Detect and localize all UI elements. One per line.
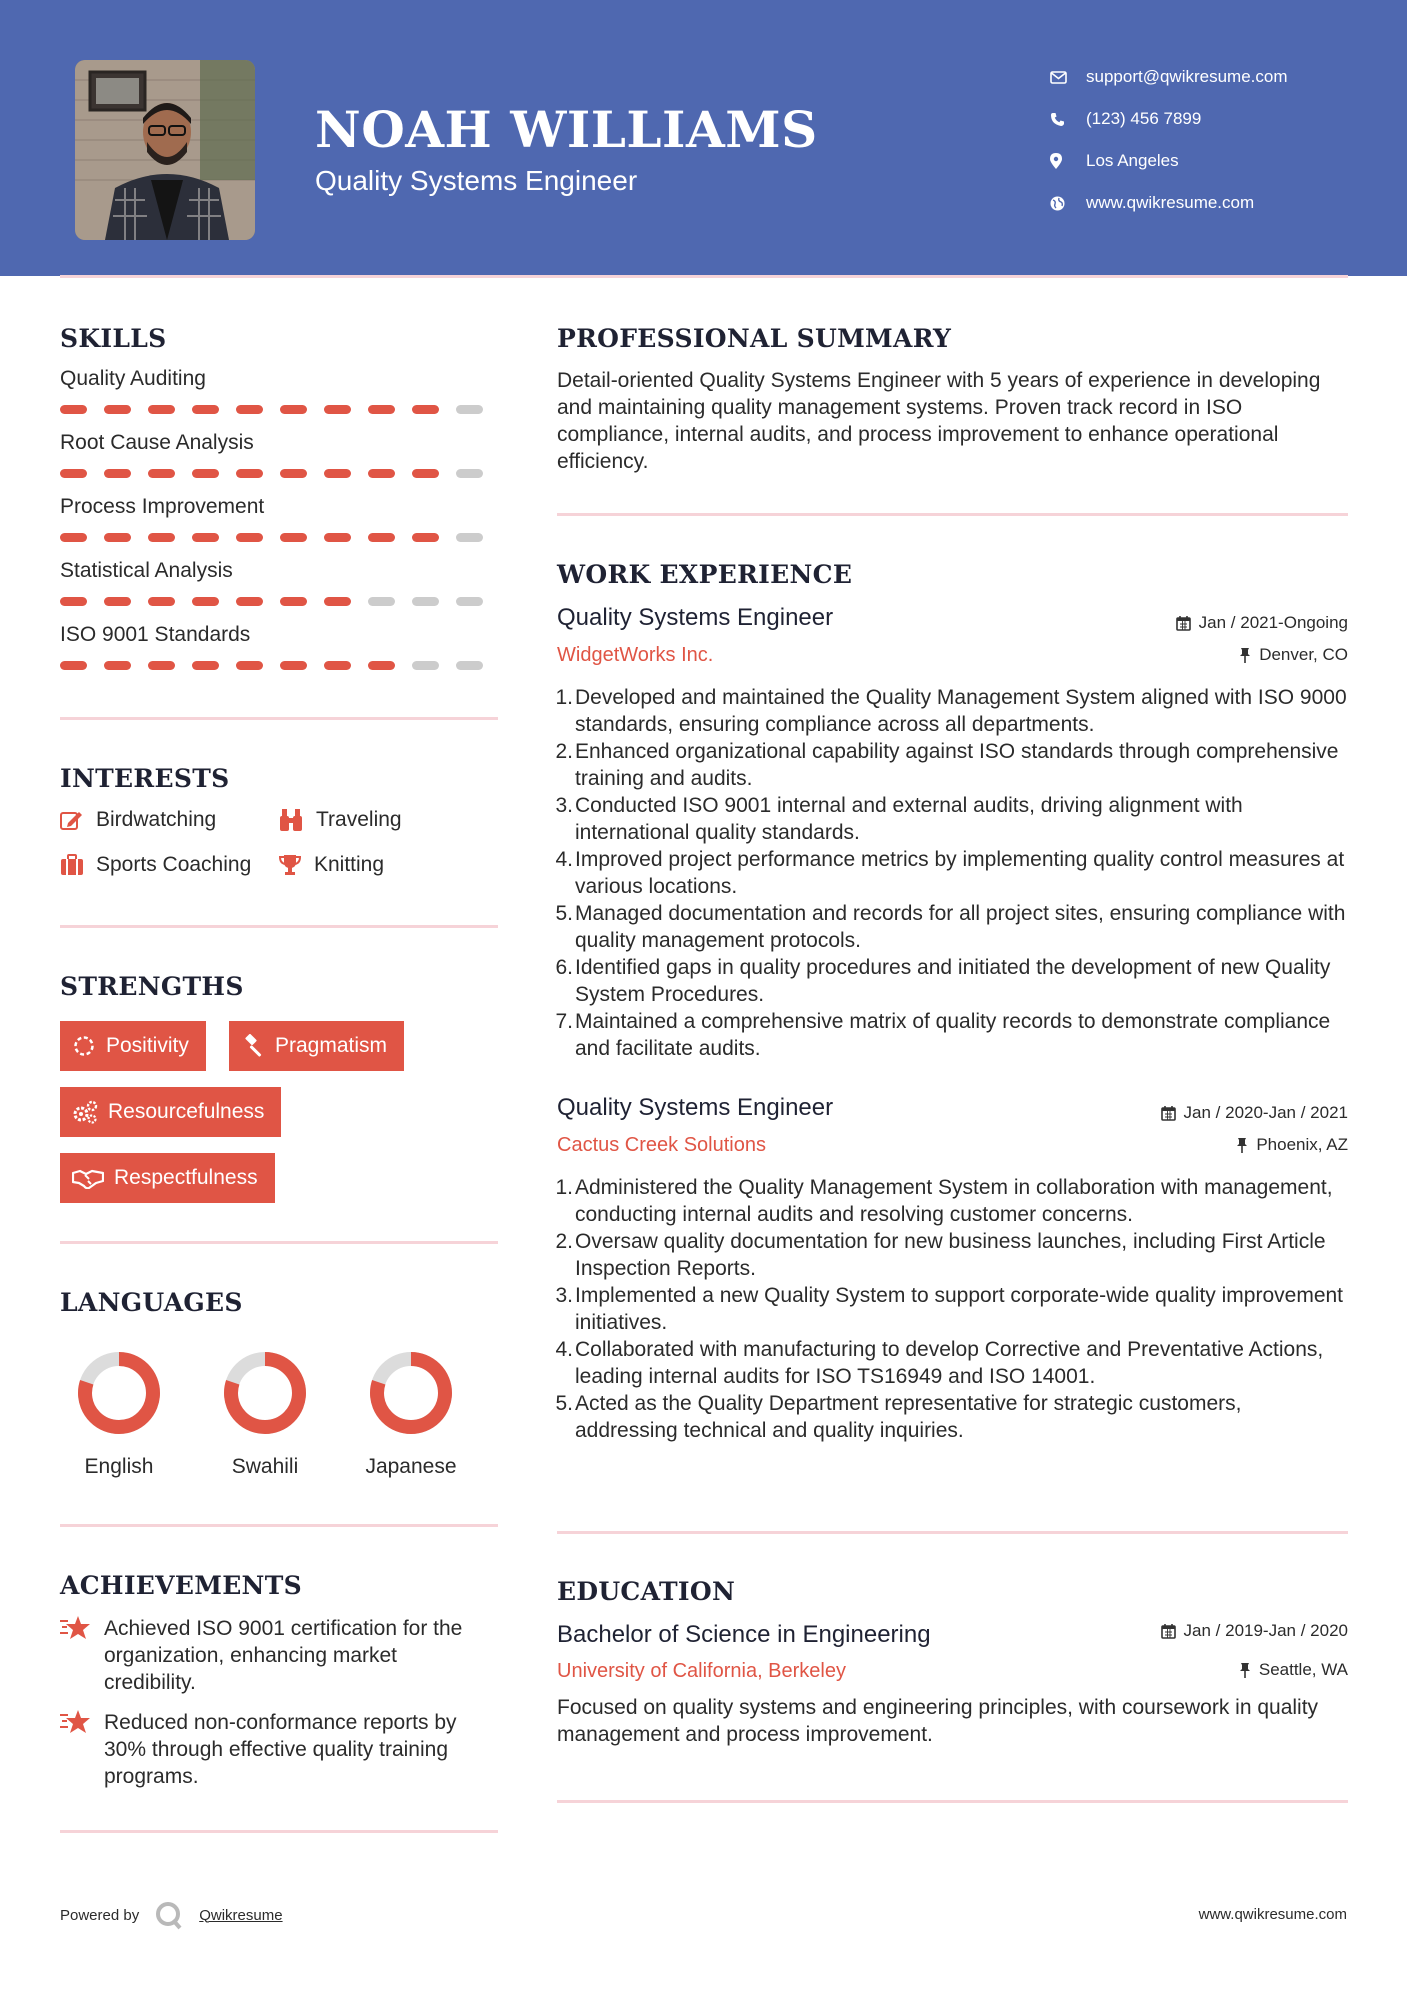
contact-phone[interactable] <box>1050 98 1380 140</box>
contact-list <box>1050 56 1380 224</box>
rating-dot <box>236 469 263 478</box>
interest-label: Sports Coaching <box>96 853 252 876</box>
rating-dot <box>280 597 307 606</box>
language-label: English <box>84 1455 154 1478</box>
rating-dot <box>236 597 263 606</box>
skill-rating <box>60 405 500 414</box>
rating-dot <box>456 597 483 606</box>
bullet-number: 4. <box>555 1338 573 1361</box>
job-bullet <box>557 792 1347 846</box>
summary-divider <box>557 513 1348 516</box>
rating-dot <box>148 597 175 606</box>
summary-heading: PROFESSIONAL SUMMARY <box>557 324 952 353</box>
bullet-text: Managed documentation and records for all project sites, ensuring compliance with quality management protocols. <box>575 902 1346 952</box>
skills-heading: SKILLS <box>60 324 167 353</box>
rating-dot <box>368 597 395 606</box>
interests-divider <box>60 925 498 928</box>
rating-dot <box>60 533 87 542</box>
bullet-text: Acted as the Quality Department representative for strategic customers, addressing technical and quality inquiries. <box>575 1392 1242 1442</box>
bullet-number: 5. <box>555 902 573 925</box>
rating-dot <box>456 533 483 542</box>
degree-title: Bachelor of Science in Engineering <box>557 1621 931 1648</box>
achievement-text: Reduced non-conformance reports by 30% through effective quality training programs. <box>104 1711 457 1788</box>
job-bullet <box>557 1336 1347 1390</box>
binoculars-icon <box>278 808 304 832</box>
gavel-icon <box>241 1034 265 1058</box>
bullet-text: Enhanced organizational capability against ISO standards through comprehensive training and audits. <box>575 740 1339 790</box>
qwikresume-logo-icon <box>153 1900 187 1930</box>
skill-rating <box>60 469 500 478</box>
rating-dot <box>324 533 351 542</box>
interest-item <box>60 808 216 832</box>
job-bullet <box>557 1228 1347 1282</box>
bullet-text: Collaborated with manufacturing to develop Corrective and Preventative Actions, leading internal audits for ISO TS16949 and ISO 14001. <box>575 1338 1324 1388</box>
rating-dot <box>280 405 307 414</box>
skill-item <box>60 367 500 414</box>
contact-email[interactable] <box>1050 56 1380 98</box>
rating-dot <box>368 405 395 414</box>
skill-item <box>60 495 500 542</box>
bullet-number: 1. <box>555 1176 573 1199</box>
calendar-icon <box>1161 1106 1176 1121</box>
interest-label: Traveling <box>316 808 402 831</box>
summary-text: Detail-oriented Quality Systems Engineer with 5 years of experience in developing and maintaining quality management systems. Proven track record in ISO compliance, internal audits, and process improvement to enhance operational efficiency. <box>557 369 1321 473</box>
handshake-icon <box>72 1167 104 1189</box>
skill-rating <box>60 597 500 606</box>
rating-dot <box>412 405 439 414</box>
bullet-text: Improved project performance metrics by implementing quality control measures at various locations. <box>575 848 1345 898</box>
rating-dot <box>236 405 263 414</box>
contact-website[interactable] <box>1050 182 1380 224</box>
candidate-name: NOAH WILLIAMS <box>315 100 818 159</box>
job-bullet <box>557 1174 1347 1228</box>
contact-email-text: support@qwikresume.com <box>1086 67 1288 86</box>
profile-photo <box>75 60 255 240</box>
calendar-icon <box>1161 1624 1176 1639</box>
education-text: Focused on quality systems and engineering principles, with coursework in quality management and process improvement. <box>557 1696 1319 1746</box>
language-label: Swahili <box>231 1455 299 1478</box>
strength-chip <box>60 1021 206 1071</box>
bullet-number: 6. <box>555 956 573 979</box>
rating-dot <box>456 469 483 478</box>
bullet-number: 1. <box>555 686 573 709</box>
achievement-item <box>60 1709 500 1790</box>
rating-dot <box>192 469 219 478</box>
job-title: Quality Systems Engineer <box>557 1094 834 1121</box>
rating-dot <box>104 405 131 414</box>
company-name: Cactus Creek Solutions <box>557 1134 766 1156</box>
strength-label: Positivity <box>106 1034 189 1057</box>
rating-dot <box>324 661 351 670</box>
bullet-number: 3. <box>555 794 573 817</box>
job-location: Denver, CO <box>1239 645 1348 665</box>
bullet-number: 2. <box>555 740 573 763</box>
globe-icon <box>1050 196 1086 211</box>
skill-label: Root Cause Analysis <box>60 431 254 454</box>
skill-rating <box>60 533 500 542</box>
rating-dot <box>324 469 351 478</box>
bullet-number: 5. <box>555 1392 573 1415</box>
strength-label: Resourcefulness <box>108 1100 265 1123</box>
experience-divider <box>557 1531 1348 1534</box>
rating-dot <box>456 405 483 414</box>
language-item <box>54 1348 184 1479</box>
bullet-text: Maintained a comprehensive matrix of quality records to demonstrate compliance and facilitate audits. <box>575 1010 1331 1060</box>
rating-dot <box>104 469 131 478</box>
skill-label: ISO 9001 Standards <box>60 623 251 646</box>
contact-location-text: Los Angeles <box>1086 151 1179 170</box>
language-donut <box>366 1348 456 1438</box>
rating-dot <box>412 597 439 606</box>
language-donut <box>220 1348 310 1438</box>
resume-header <box>0 0 1407 276</box>
rating-dot <box>368 469 395 478</box>
job-bullet <box>557 684 1347 738</box>
rating-dot <box>148 533 175 542</box>
qwikresume-link[interactable]: Qwikresume <box>199 1906 283 1924</box>
job-bullet <box>557 1282 1347 1336</box>
job-bullet <box>557 1008 1347 1062</box>
skill-label: Quality Auditing <box>60 367 206 390</box>
contact-location <box>1050 140 1380 182</box>
strengths-divider <box>60 1241 498 1244</box>
rating-dot <box>192 597 219 606</box>
achievements-heading: ACHIEVEMENTS <box>60 1571 302 1600</box>
rating-dot <box>368 533 395 542</box>
job-bullet <box>557 954 1347 1008</box>
strength-chip <box>60 1153 275 1203</box>
briefcase-icon <box>60 854 84 876</box>
achievements-divider <box>60 1830 498 1833</box>
rating-dot <box>236 533 263 542</box>
trophy-icon <box>278 853 302 877</box>
star-icon <box>60 1709 92 1735</box>
interest-label: Knitting <box>314 853 385 876</box>
strength-chip <box>60 1087 281 1137</box>
job-title: Quality Systems Engineer <box>557 604 834 631</box>
rating-dot <box>104 661 131 670</box>
calendar-icon <box>1176 616 1191 631</box>
powered-by-label: Powered by <box>60 1906 140 1924</box>
rating-dot <box>60 661 87 670</box>
rating-dot <box>280 469 307 478</box>
cogs-icon <box>72 1100 98 1124</box>
language-item <box>200 1348 330 1479</box>
job-dates: Jan / 2021-Ongoing <box>1176 613 1348 633</box>
skill-rating <box>60 661 500 670</box>
interest-item <box>278 808 402 832</box>
map-pin-icon <box>1050 153 1086 169</box>
rating-dot <box>456 661 483 670</box>
rating-dot <box>192 661 219 670</box>
skills-divider <box>60 717 498 720</box>
education-dates: Jan / 2019-Jan / 2020 <box>1161 1621 1348 1641</box>
education-location: Seattle, WA <box>1239 1660 1348 1680</box>
job-dates: Jan / 2020-Jan / 2021 <box>1161 1103 1348 1123</box>
school-name: University of California, Berkeley <box>557 1660 846 1682</box>
pushpin-icon <box>1239 1662 1251 1678</box>
rating-dot <box>368 661 395 670</box>
rating-dot <box>148 405 175 414</box>
rating-dot <box>104 533 131 542</box>
rating-dot <box>60 597 87 606</box>
language-item <box>346 1348 476 1479</box>
interest-label: Birdwatching <box>96 808 217 831</box>
bullet-number: 2. <box>555 1230 573 1253</box>
bullet-text: Identified gaps in quality procedures and initiated the development of new Quality System Procedures. <box>575 956 1331 1006</box>
skill-item <box>60 623 500 670</box>
languages-heading: LANGUAGES <box>60 1288 243 1317</box>
rating-dot <box>412 661 439 670</box>
footer-url[interactable]: www.qwikresume.com <box>1198 1906 1347 1923</box>
job-bullet <box>557 1390 1347 1444</box>
rating-dot <box>324 405 351 414</box>
contact-website-text: www.qwikresume.com <box>1086 193 1255 212</box>
rating-dot <box>104 597 131 606</box>
bullet-text: Implemented a new Quality System to support corporate-wide quality improvement initiatives. <box>575 1284 1344 1334</box>
envelope-icon <box>1050 71 1086 84</box>
rating-dot <box>280 661 307 670</box>
skill-label: Process Improvement <box>60 495 265 518</box>
bullet-number: 7. <box>555 1010 573 1033</box>
job-bullets <box>557 684 1347 1062</box>
rating-dot <box>280 533 307 542</box>
phone-icon <box>1050 112 1086 127</box>
pencil-icon <box>60 809 84 831</box>
strength-label: Respectfulness <box>114 1166 258 1189</box>
job-location: Phoenix, AZ <box>1236 1135 1348 1155</box>
circle-notch-icon <box>72 1034 96 1058</box>
rating-dot <box>324 597 351 606</box>
star-icon <box>60 1615 92 1641</box>
job-bullet <box>557 846 1347 900</box>
education-heading: EDUCATION <box>557 1577 736 1606</box>
interest-item <box>60 853 251 877</box>
languages-divider <box>60 1524 498 1527</box>
rating-dot <box>148 469 175 478</box>
achievement-text: Achieved ISO 9001 certification for the organization, enhancing market credibility. <box>104 1617 463 1694</box>
strengths-heading: STRENGTHS <box>60 972 244 1001</box>
bullet-number: 4. <box>555 848 573 871</box>
skill-item <box>60 559 500 606</box>
pushpin-icon <box>1236 1137 1248 1153</box>
job-bullet <box>557 900 1347 954</box>
achievement-item <box>60 1615 500 1696</box>
rating-dot <box>192 405 219 414</box>
bullet-text: Oversaw quality documentation for new business launches, including First Article Inspection Reports. <box>575 1230 1326 1280</box>
pushpin-icon <box>1239 647 1251 663</box>
bullet-text: Developed and maintained the Quality Management System aligned with ISO 9000 standards, ensuring compliance across all departments. <box>575 686 1347 736</box>
language-donut <box>74 1348 164 1438</box>
rating-dot <box>192 533 219 542</box>
rating-dot <box>412 533 439 542</box>
bullet-text: Administered the Quality Management System in collaboration with management, conducting internal audits and resolving customer concerns. <box>575 1176 1333 1226</box>
contact-phone-text: (123) 456 7899 <box>1086 109 1202 128</box>
rating-dot <box>60 469 87 478</box>
candidate-title: Quality Systems Engineer <box>315 165 638 196</box>
job-bullets <box>557 1174 1347 1444</box>
interest-item <box>278 853 384 877</box>
interests-heading: INTERESTS <box>60 764 230 793</box>
header-divider <box>60 275 1348 278</box>
education-divider <box>557 1800 1348 1803</box>
company-name: WidgetWorks Inc. <box>557 644 714 666</box>
strength-chip <box>229 1021 404 1071</box>
bullet-text: Conducted ISO 9001 internal and external audits, driving alignment with international quality standards. <box>575 794 1243 844</box>
job-bullet <box>557 738 1347 792</box>
rating-dot <box>412 469 439 478</box>
rating-dot <box>148 661 175 670</box>
skill-label: Statistical Analysis <box>60 559 233 582</box>
bullet-number: 3. <box>555 1284 573 1307</box>
experience-heading: WORK EXPERIENCE <box>557 560 853 589</box>
strength-label: Pragmatism <box>275 1034 388 1057</box>
footer-powered-by <box>60 1900 283 1930</box>
language-label: Japanese <box>365 1455 457 1478</box>
rating-dot <box>60 405 87 414</box>
skill-item <box>60 431 500 478</box>
rating-dot <box>236 661 263 670</box>
